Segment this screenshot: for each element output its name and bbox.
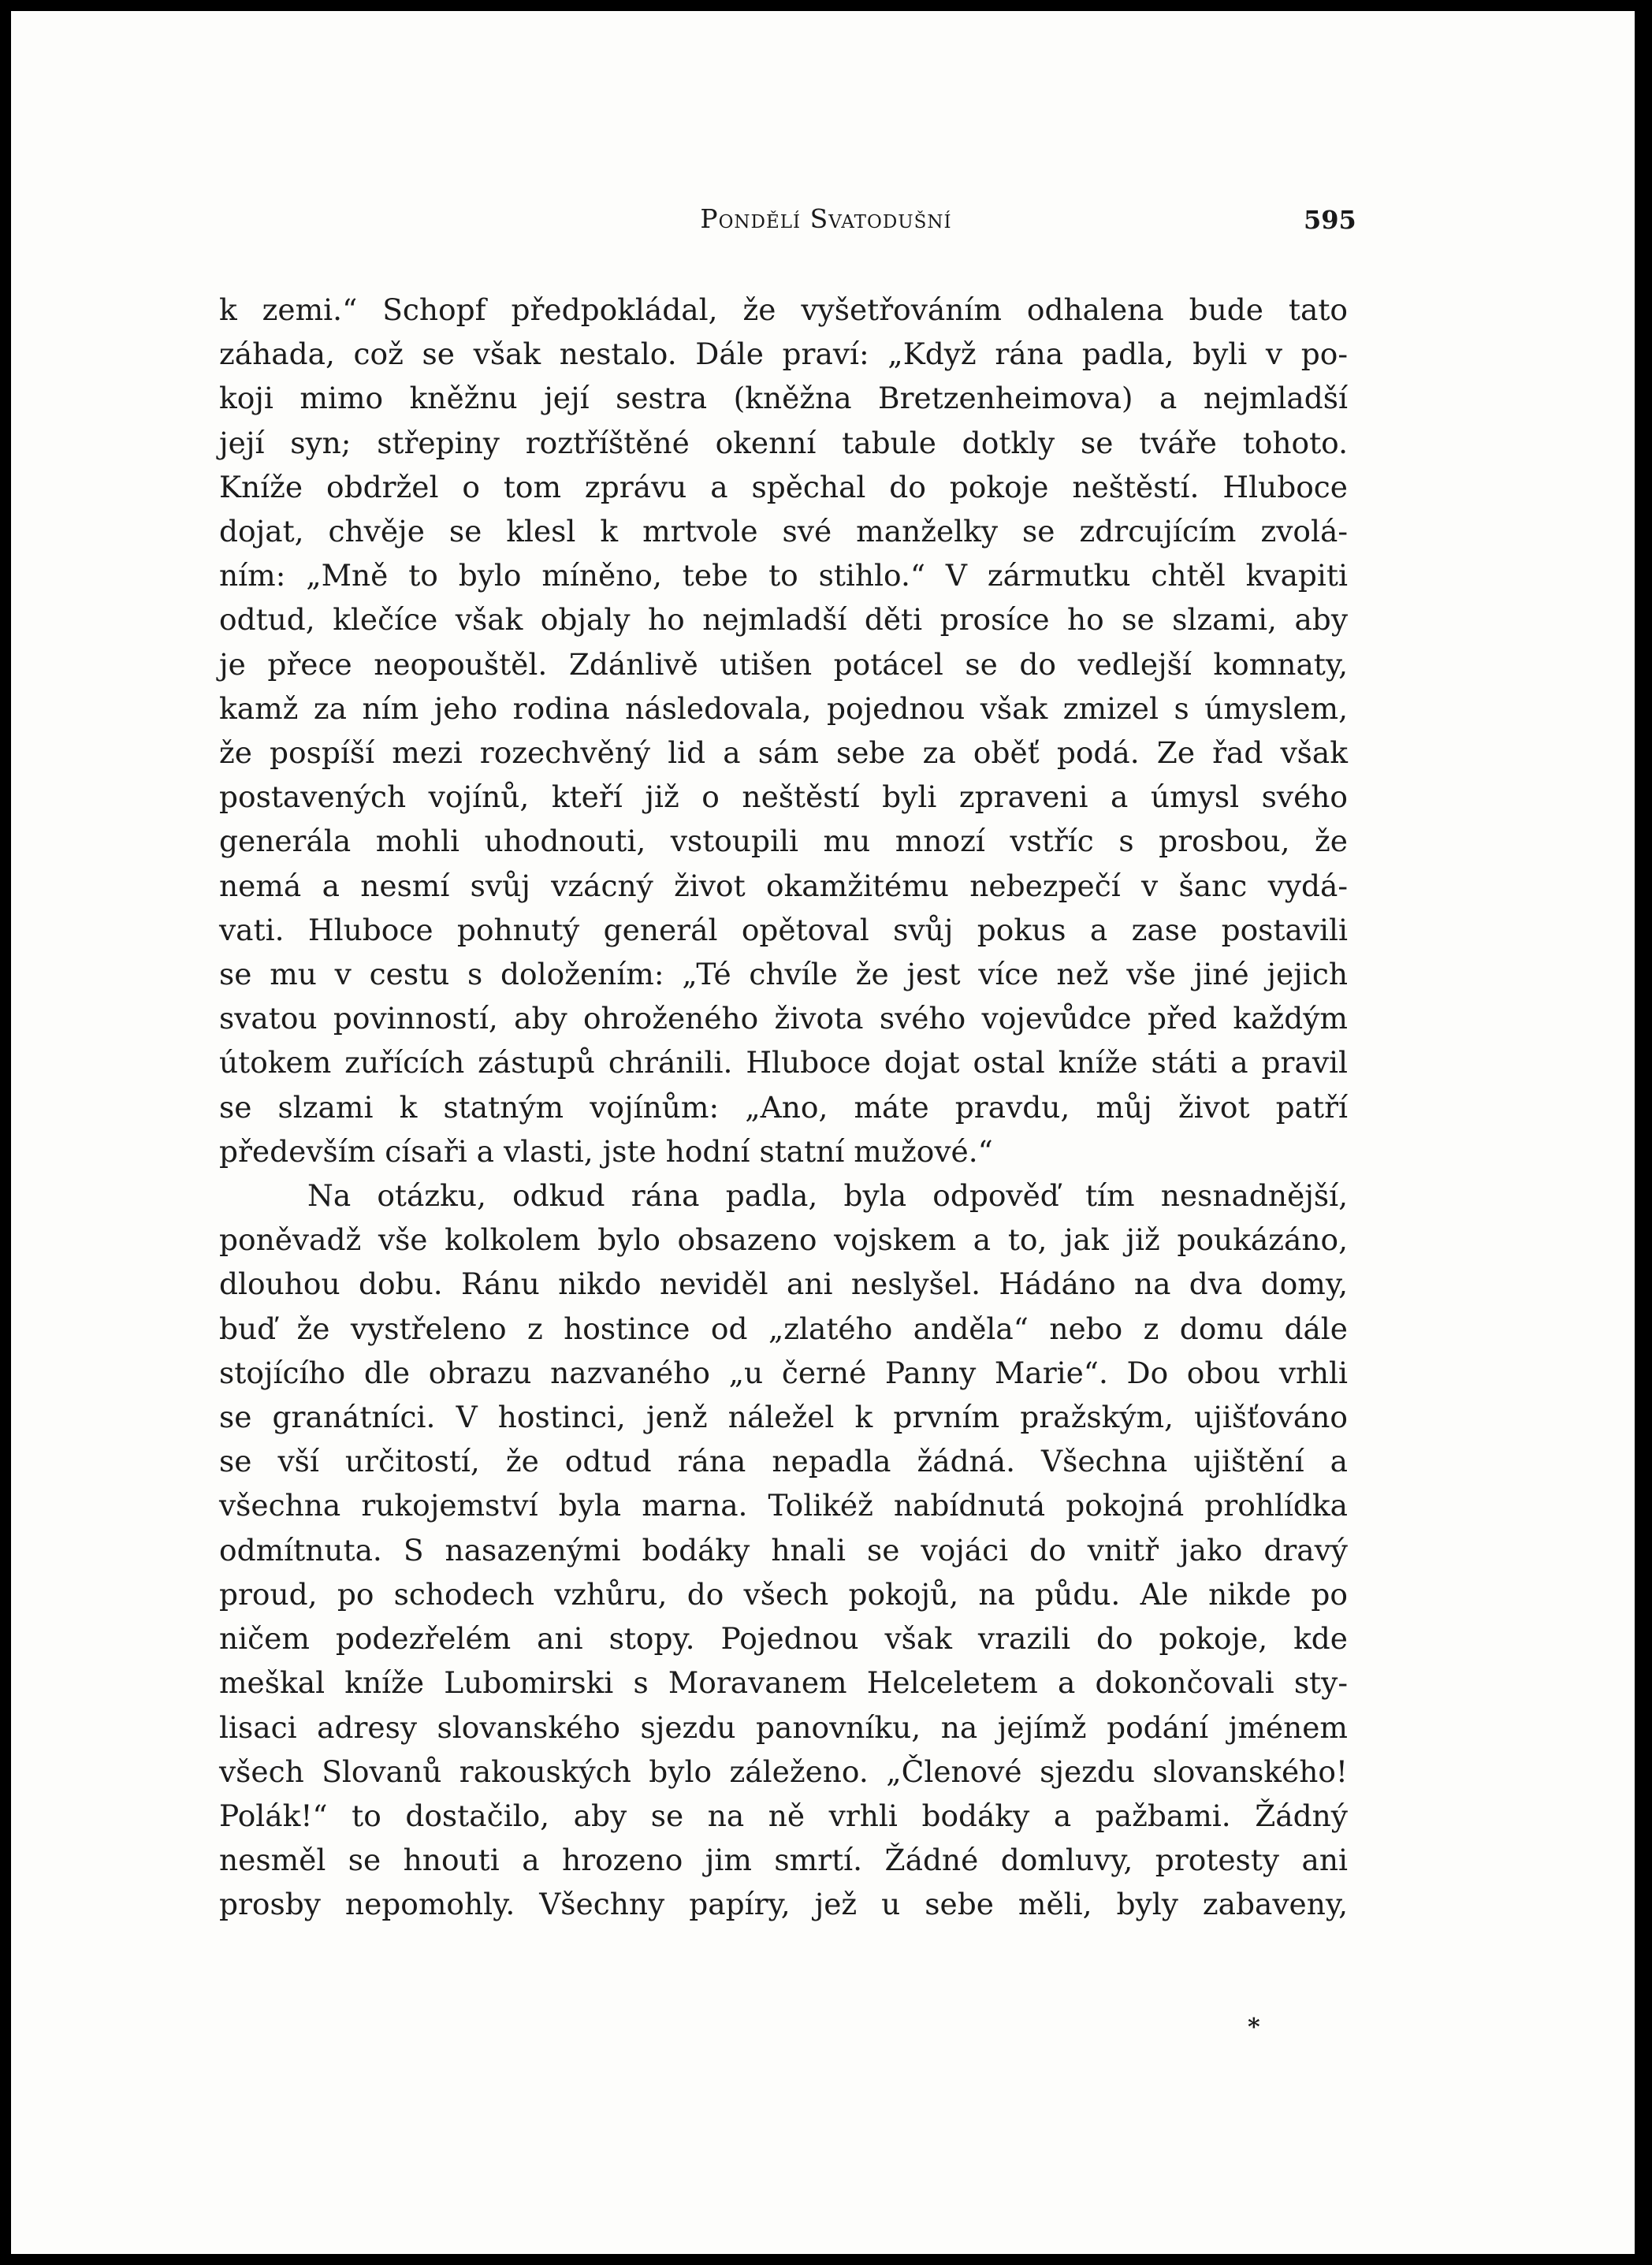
text-line: svatou povinností, aby ohroženého života svého vojevůdce před každým [219,1001,1348,1036]
text-line: nemá a nesmí svůj vzácný život okamžitému nebezpečí v šanc vydá- [219,868,1348,903]
text-line: lisaci adresy slovanského sjezdu panovníku, na jejímž podání jménem [219,1709,1348,1745]
text-line: její syn; střepiny roztříštěné okenní tabule dotkly se tváře tohoto. [219,425,1348,460]
text-line: se vší určitostí, že odtud rána nepadla žádná. Všechna ujištění a [219,1444,1348,1479]
text-line: stojícího dle obrazu nazvaného „u černé Panny Marie“. Do obou vrhli [219,1355,1348,1390]
text-line: buď že vystřeleno z hostince od „zlatého anděla“ nebo z domu dále [219,1311,1348,1346]
text-line: útokem zuřících zástupů chránili. Hluboce dojat ostal kníže státi a pravil [219,1045,1348,1080]
signature-mark: * [1248,2014,1260,2041]
running-title: Pondělí Svatodušní [700,203,952,234]
text-line: Kníže obdržel o tom zprávu a spěchal do pokoje neštěstí. Hluboce [219,469,1348,504]
text-line: k zemi.“ Schopf předpokládal, že vyšetřováním odhalena bude tato [219,292,1348,327]
text-line: Polák!“ to dostačilo, aby se na ně vrhli bodáky a pažbami. Žádný [219,1798,1348,1833]
text-line: je přece neopouštěl. Zdánlivě utišen potácel se do vedlejší komnaty, [219,646,1348,682]
text-line: kamž za ním jeho rodina následovala, pojednou však zmizel s úmyslem, [219,690,1348,726]
paragraph [219,1173,1348,1926]
text-line: se slzami k statným vojínům: „Ano, máte pravdu, můj život patří [219,1089,1348,1125]
text-line: ničem podezřelém ani stopy. Pojednou však vrazili do pokoje, kde [219,1621,1348,1657]
text-line: dlouhou dobu. Ránu nikdo neviděl ani neslyšel. Hádáno na dva domy, [219,1266,1348,1302]
text-line: generála mohli uhodnouti, vstoupili mu mnozí vstříc s prosbou, že [219,824,1348,859]
text-line: proud, po schodech vzhůru, do všech pokojů, na půdu. Ale nikde po [219,1576,1348,1612]
text-line: se mu v cestu s doložením: „Té chvíle že jest více než vše jiné jejich [219,957,1348,992]
body-text [219,288,1348,1927]
text-line: ním: „Mně to bylo míněno, tebe to stihlo.“ V zármutku chtěl kvapiti [219,558,1348,593]
text-line: koji mimo kněžnu její sestra (kněžna Bretzenheimova) a nejmladší [219,381,1348,416]
text-line: všech Slovanů rakouských bylo záleženo. „Členové sjezdu slovanského! [219,1754,1348,1789]
text-line: záhada, což se však nestalo. Dále praví: „Když rána padla, byli v po- [219,337,1348,372]
text-line: se granátníci. V hostinci, jenž náležel k prvním pražským, ujišťováno [219,1400,1348,1435]
text-line: prosby nepomohly. Všechny papíry, jež u sebe měli, byly zabaveny, [219,1887,1348,1922]
page-number: 595 [1304,205,1356,235]
text-line: především císaři a vlasti, jste hodní statní mužové.“ [219,1133,993,1169]
text-line: odtud, klečíce však objaly ho nejmladší děti prosíce ho se slzami, aby [219,602,1348,638]
text-line: Na otázku, odkud rána padla, byla odpověď tím nesnadnější, [307,1178,1348,1214]
text-line: nesměl se hnouti a hrozeno jim smrtí. Žádné domluvy, protesty ani [219,1843,1348,1878]
text-line: dojat, chvěje se klesl k mrtvole své manželky se zdrcujícím zvolá- [219,514,1348,549]
text-line: všechna rukojemství byla marna. Tolikéž nabídnutá pokojná prohlídka [219,1488,1348,1523]
text-line: že pospíší mezi rozechvěný lid a sám sebe za oběť podá. Ze řad však [219,735,1348,771]
text-line: odmítnuta. S nasazenými bodáky hnali se vojáci do vnitř jako dravý [219,1532,1348,1568]
text-line: poněvadž vše kolkolem bylo obsazeno vojskem a to, jak již poukázáno, [219,1222,1348,1258]
text-line: vati. Hluboce pohnutý generál opětoval svůj pokus a zase postavili [219,912,1348,947]
text-line: meškal kníže Lubomirski s Moravanem Helceletem a dokončovali sty- [219,1665,1348,1701]
paragraph [219,288,1348,1173]
text-line: postavených vojínů, kteří již o neštěstí byli zpraveni a úmysl svého [219,779,1348,815]
page-header [0,203,1652,240]
